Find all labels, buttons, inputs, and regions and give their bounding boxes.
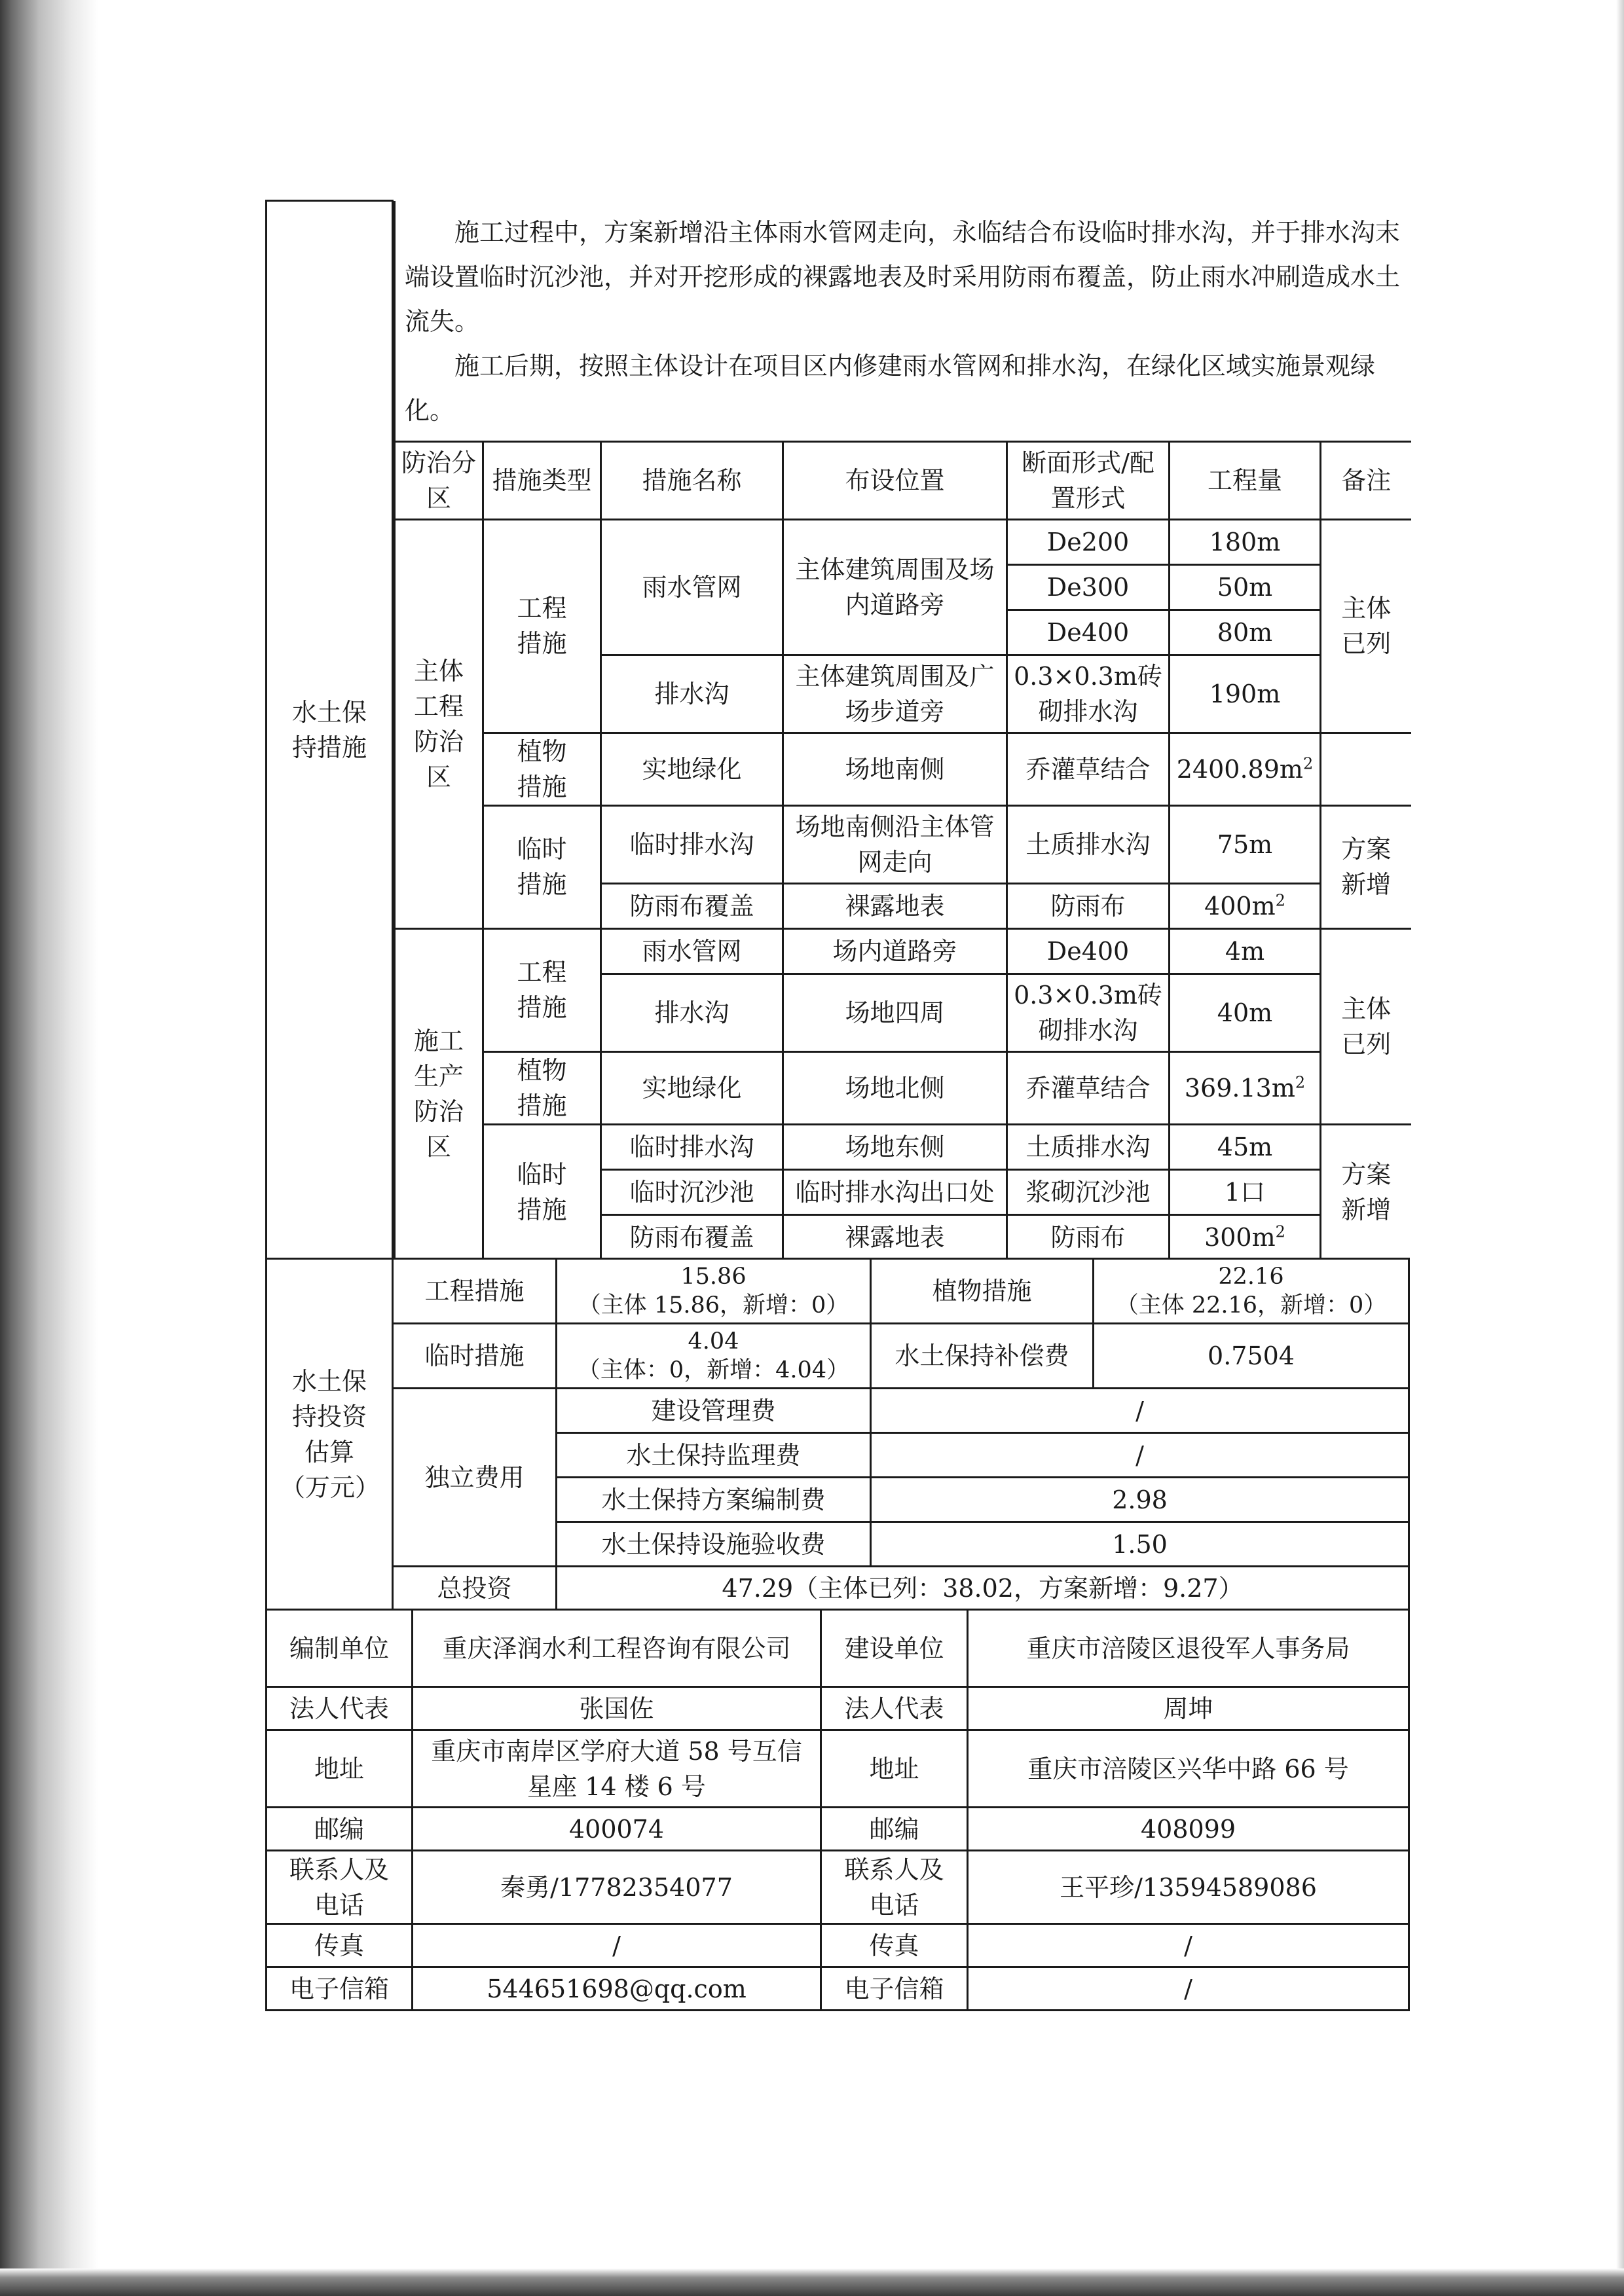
scan-shadow-bottom <box>0 2269 1624 2296</box>
measure-location: 临时排水沟出口处 <box>783 1169 1007 1214</box>
contact-value: / <box>968 1967 1409 2011</box>
measure-location: 裸露地表 <box>783 1214 1007 1259</box>
header-cell: 备注 <box>1321 441 1411 519</box>
contact-value: 周坤 <box>968 1687 1409 1730</box>
independent-cost-value: 2.98 <box>871 1478 1409 1522</box>
investment-item-label: 植物措施 <box>871 1259 1094 1324</box>
table-row <box>267 1967 1409 2011</box>
measure-quantity: $2400.89m^2$ <box>1170 733 1321 805</box>
measure-type: 植物措施 <box>483 733 601 805</box>
measure-name: 排水沟 <box>601 974 783 1051</box>
measure-quantity: 45m <box>1170 1124 1321 1169</box>
measure-form: 0.3×0.3m砖砌排水沟 <box>1007 655 1170 733</box>
contact-label: 邮编 <box>267 1808 413 1851</box>
table-row <box>267 1851 1409 1924</box>
contact-label: 联系人及电话 <box>267 1851 413 1924</box>
section-label-measures: 水土保持措施 <box>267 201 393 1259</box>
measure-name: 临时排水沟 <box>601 805 783 883</box>
zone-name: 主体工程防治区 <box>395 519 483 928</box>
investment-item-value: 15.86 （主体 15.86，新增：0） <box>557 1259 871 1324</box>
intro-text <box>395 201 1411 442</box>
table-row <box>395 519 1411 564</box>
measure-type: 临时措施 <box>483 1124 601 1259</box>
measure-location: 主体建筑周围及广场步道旁 <box>783 655 1007 733</box>
independent-cost-value: / <box>871 1389 1409 1433</box>
independent-cost-name: 水土保持监理费 <box>557 1433 871 1478</box>
contact-value: 重庆市南岸区学府大道 58 号互信星座 14 楼 6 号 <box>413 1730 821 1808</box>
contact-value: 重庆泽润水利工程咨询有限公司 <box>413 1610 821 1687</box>
measure-note: 主体已列 <box>1321 519 1411 733</box>
header-cell: 措施类型 <box>483 441 601 519</box>
investment-item-label: 工程措施 <box>393 1259 557 1324</box>
measure-quantity: 1口 <box>1170 1169 1321 1214</box>
contact-label: 传真 <box>267 1924 413 1967</box>
independent-cost-name: 水土保持方案编制费 <box>557 1478 871 1522</box>
contact-label: 法人代表 <box>267 1687 413 1730</box>
independent-cost-value: / <box>871 1433 1409 1478</box>
table-row <box>267 1259 1409 1324</box>
measure-quantity: 40m <box>1170 974 1321 1051</box>
table-row <box>267 1808 1409 1851</box>
measure-form: 浆砌沉沙池 <box>1007 1169 1170 1214</box>
measure-quantity: 180m <box>1170 519 1321 564</box>
contact-label: 电子信箱 <box>267 1967 413 2011</box>
measure-name: 防雨布覆盖 <box>601 883 783 928</box>
table-row <box>395 1124 1411 1169</box>
table-row <box>267 1324 1409 1389</box>
investment-item-value: 4.04 （主体：0，新增：4.04） <box>557 1324 871 1389</box>
contact-label: 法人代表 <box>821 1687 968 1730</box>
measure-form: De200 <box>1007 519 1170 564</box>
contact-value: 张国佐 <box>413 1687 821 1730</box>
table-row <box>267 1567 1409 1610</box>
investment-item-value: 22.16 （主体 22.16，新增：0） <box>1094 1259 1409 1324</box>
measure-note: 方案新增 <box>1321 1124 1411 1259</box>
scan-shadow-left <box>0 0 98 2296</box>
header-cell: 措施名称 <box>601 441 783 519</box>
contact-label: 地址 <box>267 1730 413 1808</box>
measure-quantity: 75m <box>1170 805 1321 883</box>
investment-item-label: 独立费用 <box>393 1389 557 1567</box>
measure-name: 雨水管网 <box>601 519 783 655</box>
independent-cost-name: 水土保持设施验收费 <box>557 1522 871 1567</box>
measure-form: De400 <box>1007 610 1170 655</box>
measure-quantity: $369.13m^2$ <box>1170 1051 1321 1124</box>
measure-name: 临时沉沙池 <box>601 1169 783 1214</box>
measure-quantity: 4m <box>1170 928 1321 974</box>
measure-location: 裸露地表 <box>783 883 1007 928</box>
header-cell: 断面形式/配置形式 <box>1007 441 1170 519</box>
contact-value: 秦勇/17782354077 <box>413 1851 821 1924</box>
measures-table <box>394 201 1411 1259</box>
measure-note <box>1321 733 1411 805</box>
investment-table <box>265 1258 1410 1611</box>
intro-paragraph: 施工过程中，方案新增沿主体雨水管网走向，永临结合布设临时排水沟，并于排水沟末端设置临时沉沙池，并对开挖形成的裸露地表及时采用防雨布覆盖，防止雨水冲刷造成水土流失。 <box>405 217 1401 336</box>
total-label: 总投资 <box>393 1567 557 1610</box>
table-row <box>267 1389 1409 1433</box>
measure-type: 植物措施 <box>483 1051 601 1124</box>
measure-location: 主体建筑周围及场内道路旁 <box>783 519 1007 655</box>
intro-paragraph: 施工后期，按照主体设计在项目区内修建雨水管网和排水沟，在绿化区域实施景观绿化。 <box>405 351 1376 425</box>
measure-location: 场地南侧 <box>783 733 1007 805</box>
contact-value: / <box>413 1924 821 1967</box>
table-row <box>267 1610 1409 1687</box>
contact-value: 重庆市涪陵区兴华中路 66 号 <box>968 1730 1409 1808</box>
measure-quantity: $300m^2$ <box>1170 1214 1321 1259</box>
contact-value: 400074 <box>413 1808 821 1851</box>
measure-name: 实地绿化 <box>601 1051 783 1124</box>
contact-label: 邮编 <box>821 1808 968 1851</box>
table-row <box>267 1730 1409 1808</box>
measure-form: 乔灌草结合 <box>1007 733 1170 805</box>
contact-value: / <box>968 1924 1409 1967</box>
header-cell: 布设位置 <box>783 441 1007 519</box>
contact-table <box>265 1609 1410 2011</box>
measure-note: 主体已列 <box>1321 928 1411 1124</box>
investment-item-label: 临时措施 <box>393 1324 557 1389</box>
contact-label: 电子信箱 <box>821 1967 968 2011</box>
table-row <box>395 733 1411 805</box>
measure-name: 临时排水沟 <box>601 1124 783 1169</box>
measure-location: 场地南侧沿主体管网走向 <box>783 805 1007 883</box>
contact-label: 传真 <box>821 1924 968 1967</box>
measure-type: 工程措施 <box>483 928 601 1051</box>
measures-section <box>265 200 1408 1260</box>
scan-shadow-right <box>1616 0 1624 2296</box>
contact-label: 建设单位 <box>821 1610 968 1687</box>
table-row <box>267 1687 1409 1730</box>
measure-name: 雨水管网 <box>601 928 783 974</box>
measure-type: 工程措施 <box>483 519 601 733</box>
investment-item-label: 水土保持补偿费 <box>871 1324 1094 1389</box>
measures-header-row <box>395 441 1411 519</box>
measure-name: 实地绿化 <box>601 733 783 805</box>
measure-location: 场地四周 <box>783 974 1007 1051</box>
header-cell: 防治分区 <box>395 441 483 519</box>
investment-item-value: 0.7504 <box>1094 1324 1409 1389</box>
measure-type: 临时措施 <box>483 805 601 928</box>
measure-form: 土质排水沟 <box>1007 805 1170 883</box>
contact-label: 编制单位 <box>267 1610 413 1687</box>
table-row <box>395 928 1411 974</box>
measure-form: 防雨布 <box>1007 883 1170 928</box>
measure-quantity: 190m <box>1170 655 1321 733</box>
measure-name: 排水沟 <box>601 655 783 733</box>
measure-location: 场地北侧 <box>783 1051 1007 1124</box>
contact-value: 408099 <box>968 1808 1409 1851</box>
measure-location: 场地东侧 <box>783 1124 1007 1169</box>
measure-form: 乔灌草结合 <box>1007 1051 1170 1124</box>
measure-name: 防雨布覆盖 <box>601 1214 783 1259</box>
measure-form: De400 <box>1007 928 1170 974</box>
table-row <box>267 1924 1409 1967</box>
header-cell: 工程量 <box>1170 441 1321 519</box>
measure-quantity: 50m <box>1170 564 1321 610</box>
table-row <box>395 1051 1411 1124</box>
measure-form: 土质排水沟 <box>1007 1124 1170 1169</box>
independent-cost-value: 1.50 <box>871 1522 1409 1567</box>
measure-form: 防雨布 <box>1007 1214 1170 1259</box>
zone-name: 施工生产防治区 <box>395 928 483 1259</box>
measure-quantity: $400m^2$ <box>1170 883 1321 928</box>
contact-value: 王平珍/13594589086 <box>968 1851 1409 1924</box>
contact-value: 重庆市涪陵区退役军人事务局 <box>968 1610 1409 1687</box>
document-sheet <box>265 200 1408 2011</box>
contact-value: 544651698@qq.com <box>413 1967 821 2011</box>
measure-form: 0.3×0.3m砖砌排水沟 <box>1007 974 1170 1051</box>
measure-location: 场内道路旁 <box>783 928 1007 974</box>
investment-label: 水土保持投资估算（万元） <box>267 1259 393 1610</box>
total-value: 47.29（主体已列：38.02，方案新增：9.27） <box>557 1567 1409 1610</box>
contact-label: 地址 <box>821 1730 968 1808</box>
independent-cost-name: 建设管理费 <box>557 1389 871 1433</box>
contact-label: 联系人及电话 <box>821 1851 968 1924</box>
measure-note: 方案新增 <box>1321 805 1411 928</box>
measure-quantity: 80m <box>1170 610 1321 655</box>
measure-form: De300 <box>1007 564 1170 610</box>
